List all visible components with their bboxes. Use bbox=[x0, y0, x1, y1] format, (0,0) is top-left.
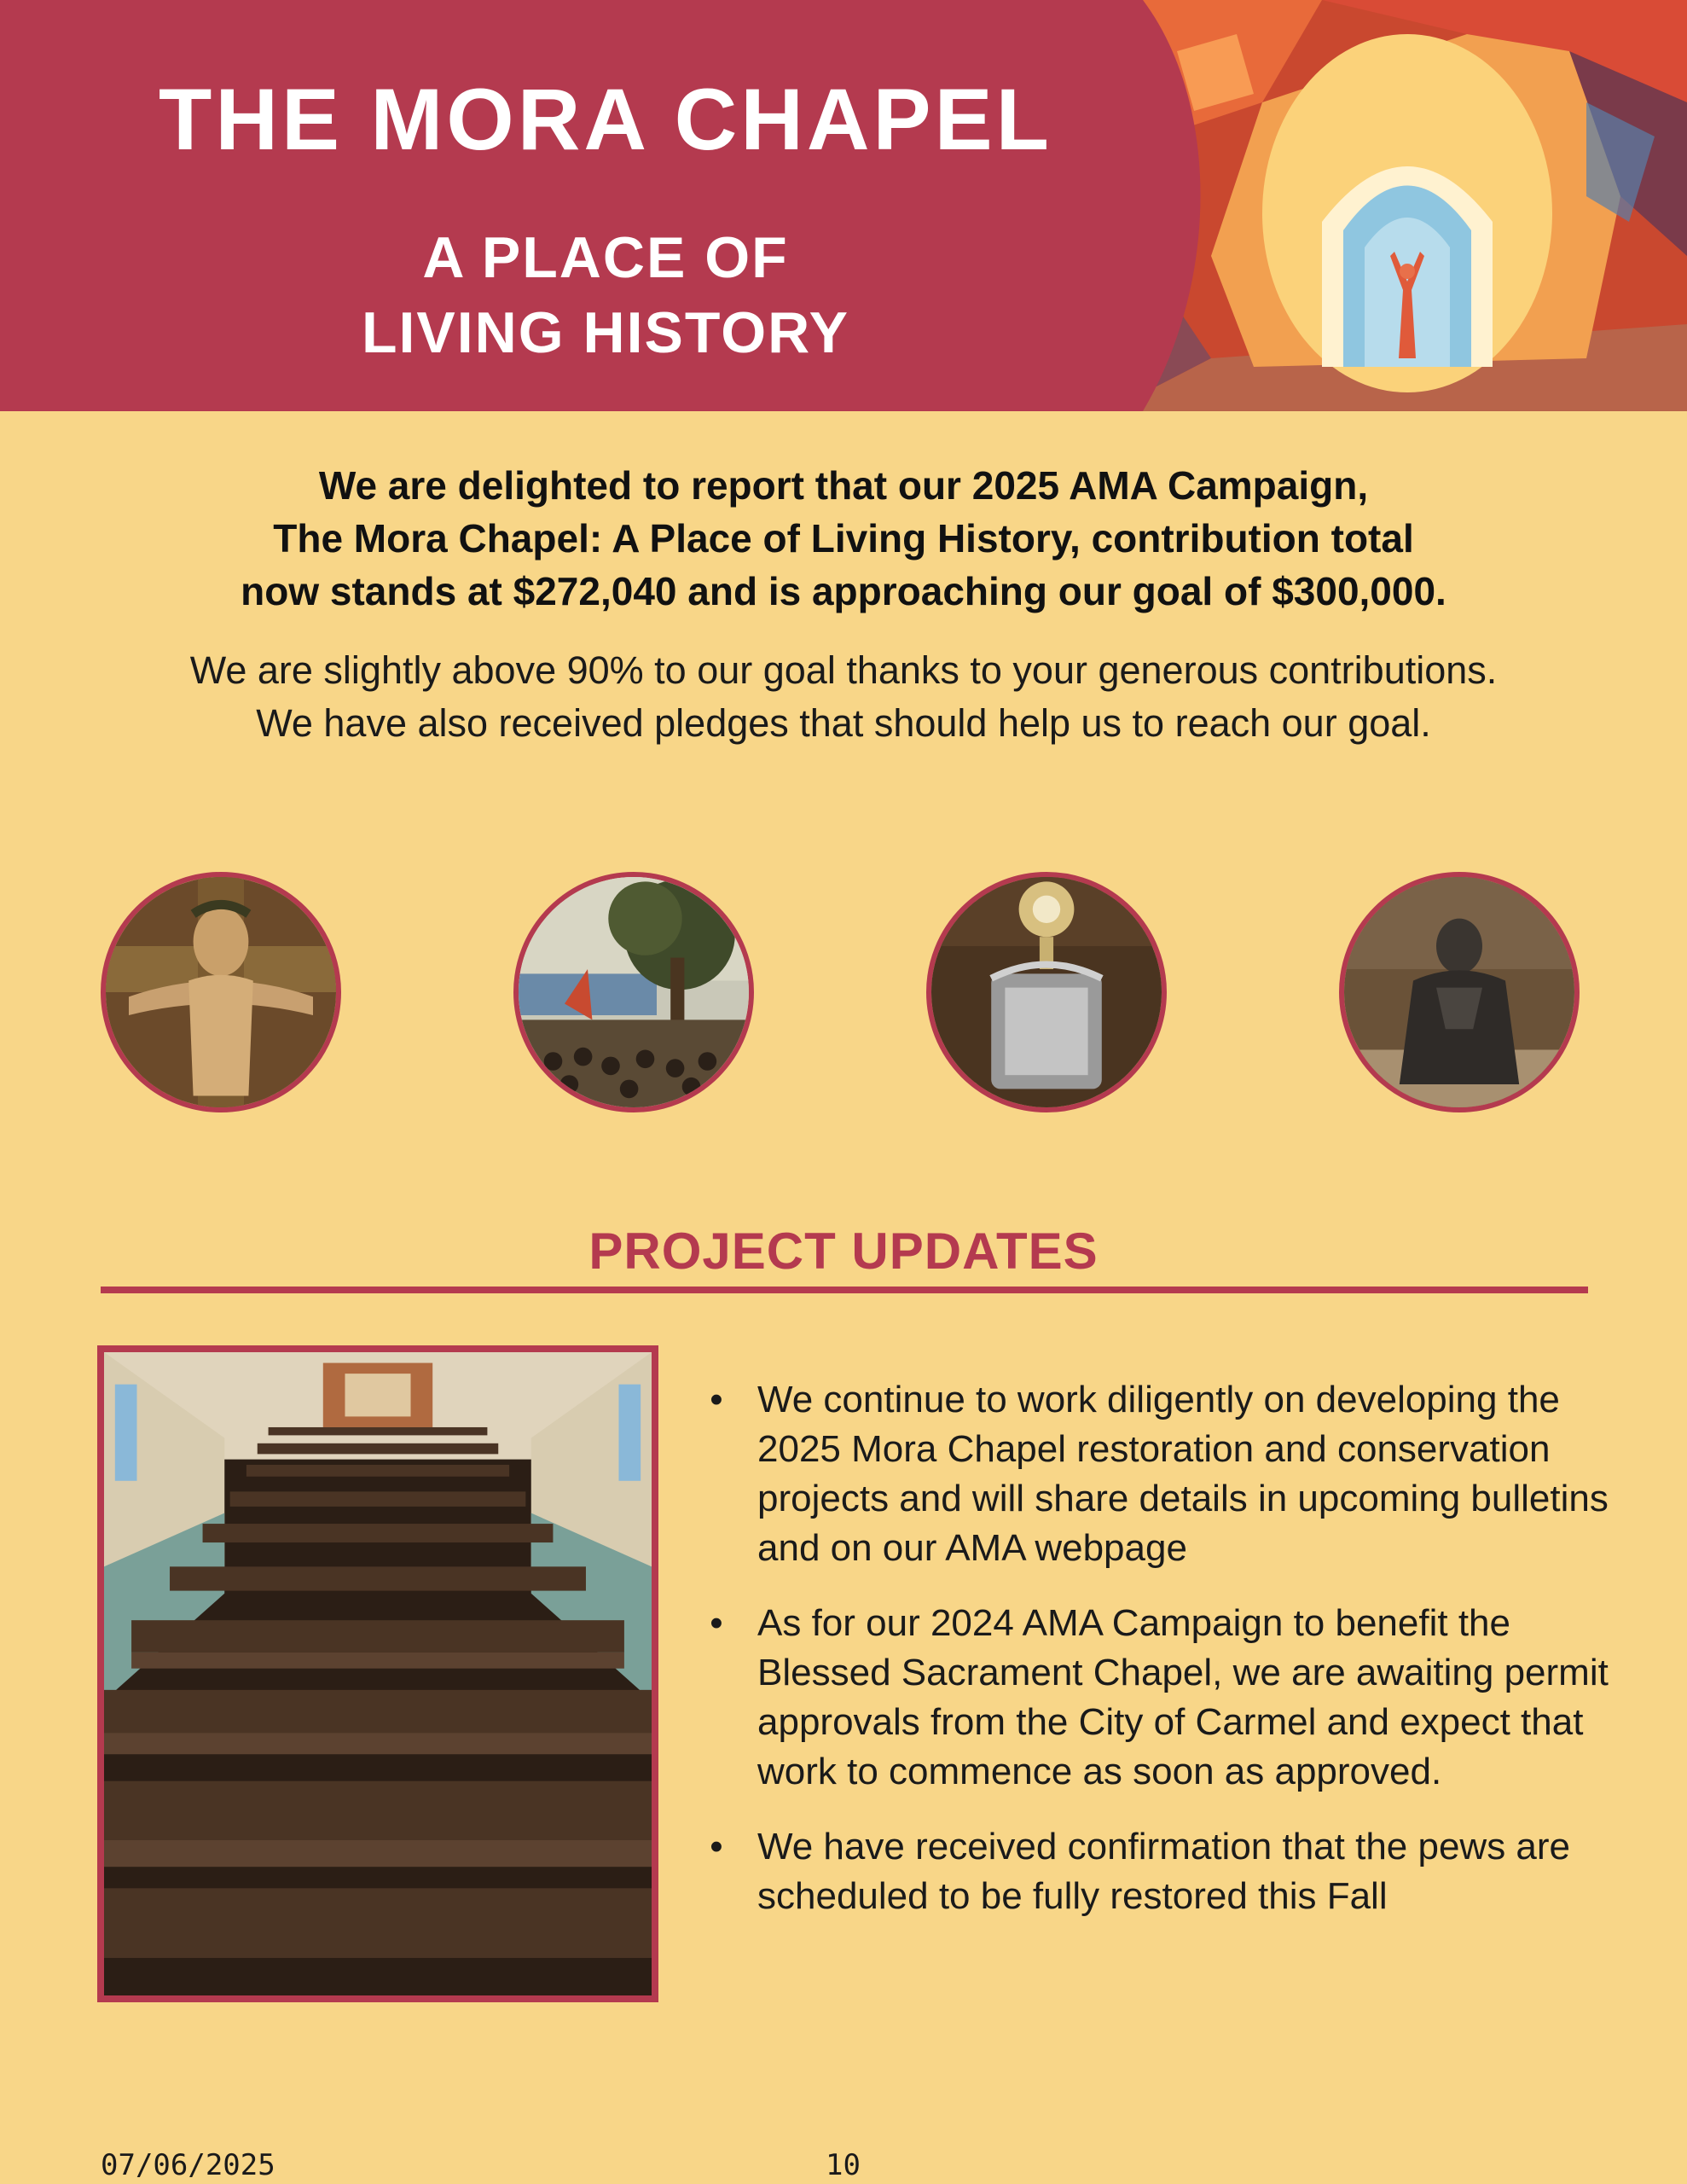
update-item bbox=[699, 1599, 1620, 1797]
project-updates-heading: PROJECT UPDATES bbox=[588, 1223, 1099, 1280]
bullet: • bbox=[710, 1826, 723, 1867]
update-item bbox=[699, 1822, 1620, 1921]
bullet: • bbox=[710, 1379, 723, 1420]
campaign-announcement bbox=[85, 459, 1602, 618]
announcement-line: We are delighted to report that our 2025 AMA Campaign, bbox=[318, 463, 1369, 508]
monstrance-photo bbox=[926, 872, 1167, 1112]
update-text: As for our 2024 AMA Campaign to benefit the Blessed Sacrament Chapel, we are awaiting permit approvals from the City of Carmel and expect that work to commence as soon as approved. bbox=[757, 1602, 1609, 1792]
bullet: • bbox=[710, 1602, 723, 1644]
campaign-progress-text bbox=[51, 644, 1636, 750]
update-text: We continue to work diligently on developing the 2025 Mora Chapel restoration and conservation projects and will share details in upcoming bulletins and on our AMA webpage bbox=[757, 1379, 1609, 1569]
crucifix-photo bbox=[101, 872, 341, 1112]
progress-line: We have also received pledges that should help us to reach our goal. bbox=[256, 701, 1431, 745]
section-divider bbox=[101, 1287, 1588, 1293]
page-subtitle bbox=[0, 220, 1211, 370]
kneeling-statue-photo bbox=[1339, 872, 1580, 1112]
footer-date: 07/06/2025 bbox=[101, 2148, 275, 2182]
project-updates-list bbox=[699, 1375, 1620, 1947]
update-item bbox=[699, 1375, 1620, 1573]
page-number: 10 bbox=[826, 2148, 861, 2182]
progress-line: We are slightly above 90% to our goal thanks to your generous contributions. bbox=[189, 648, 1498, 692]
header bbox=[0, 0, 1687, 411]
update-text: We have received confirmation that the pews are scheduled to be fully restored this Fall bbox=[757, 1826, 1571, 1917]
chapel-pews-photo bbox=[97, 1345, 658, 2002]
page-title: THE MORA CHAPEL bbox=[159, 71, 1052, 168]
announcement-line: now stands at $272,040 and is approaching our goal of $300,000. bbox=[241, 569, 1446, 613]
subtitle-line: A PLACE OF bbox=[422, 225, 789, 290]
mission-painting-photo bbox=[513, 872, 754, 1112]
announcement-line: The Mora Chapel: A Place of Living History, contribution total bbox=[273, 516, 1414, 561]
subtitle-line: LIVING HISTORY bbox=[361, 300, 850, 365]
